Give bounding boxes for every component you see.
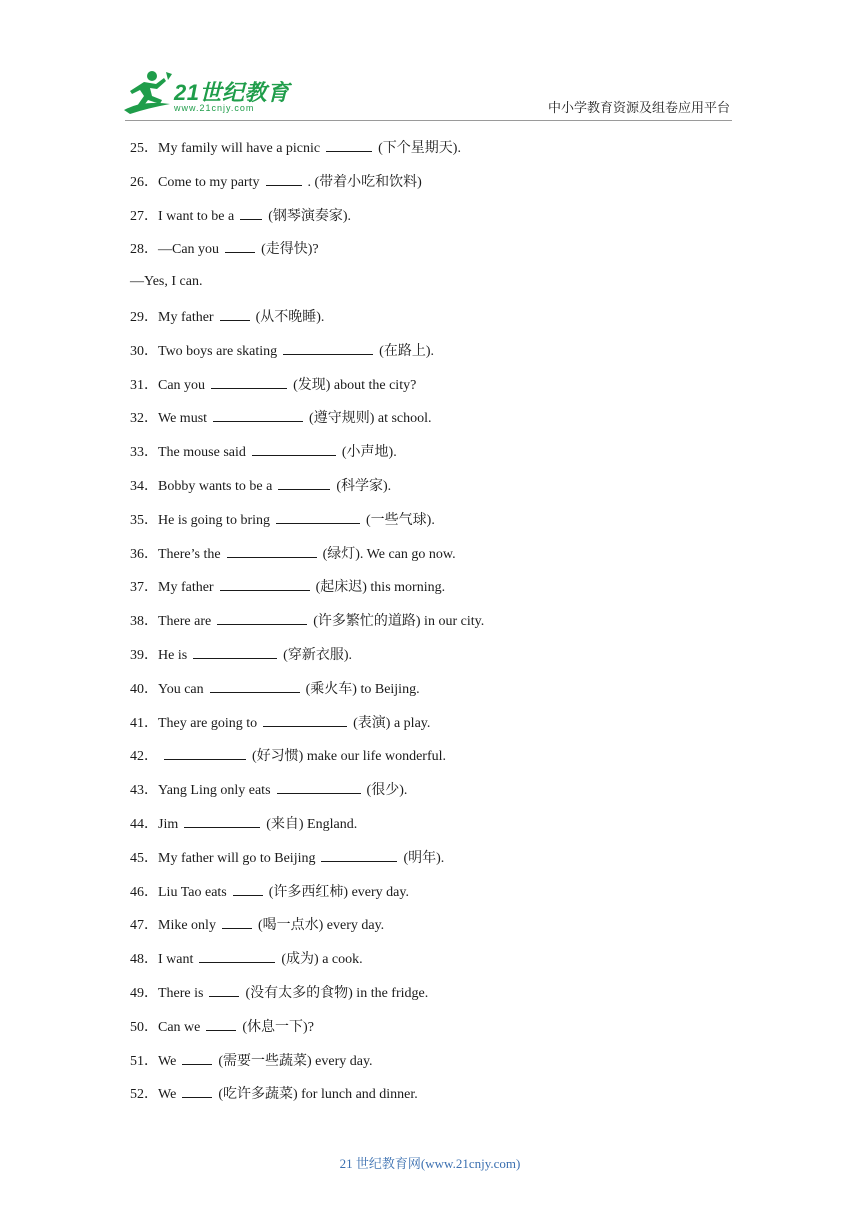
question-item xyxy=(130,543,750,577)
question-item xyxy=(130,779,750,813)
question-hint: (科学家). xyxy=(336,478,392,494)
platform-label: 中小学教育资源及组卷应用平台 xyxy=(547,100,730,115)
question-item xyxy=(130,137,750,171)
question-hint: (很少). xyxy=(366,783,408,799)
question-item xyxy=(130,1083,750,1117)
question-item xyxy=(130,610,750,644)
answer-blank[interactable] xyxy=(182,1083,212,1098)
answer-blank[interactable] xyxy=(283,340,373,355)
question-item xyxy=(130,678,750,712)
question-hint: (需要一些蔬菜) every day. xyxy=(218,1053,373,1069)
question-text: You can xyxy=(158,681,204,697)
question-number: 46． xyxy=(130,884,158,900)
question-text: My father xyxy=(158,580,214,596)
answer-blank[interactable] xyxy=(225,238,255,253)
question-text: Liu Tao eats xyxy=(158,884,227,900)
question-hint: (小声地). xyxy=(341,445,397,461)
question-number: 42． xyxy=(130,749,158,765)
question-hint: (遵守规则) at school. xyxy=(309,411,432,427)
question-text: There are xyxy=(158,614,212,630)
answer-blank[interactable] xyxy=(211,374,287,389)
question-text: I want to be a xyxy=(158,208,235,224)
question-number: 39． xyxy=(130,647,158,663)
question-text: There’s the xyxy=(158,546,221,562)
question-hint: (一些气球). xyxy=(366,512,435,528)
question-hint: (休息一下)? xyxy=(242,1019,314,1035)
site-logo[interactable] xyxy=(122,70,292,120)
answer-blank[interactable] xyxy=(213,407,303,422)
answer-blank[interactable] xyxy=(321,847,397,862)
answer-blank[interactable] xyxy=(276,509,360,524)
question-number: 43． xyxy=(130,783,158,799)
question-number: 31． xyxy=(130,377,158,393)
question-number: 48． xyxy=(130,952,158,968)
question-number: 44． xyxy=(130,816,158,832)
question-number: 41． xyxy=(130,715,158,731)
question-text: Two boys are skating xyxy=(158,343,278,359)
question-item xyxy=(130,813,750,847)
answer-blank[interactable] xyxy=(217,610,307,625)
question-number: 51． xyxy=(130,1053,158,1069)
answer-blank[interactable] xyxy=(326,137,372,152)
question-text: Can you xyxy=(158,377,206,393)
question-number: 45． xyxy=(130,850,158,866)
question-hint: (明年). xyxy=(403,850,445,866)
answer-blank[interactable] xyxy=(220,576,310,591)
question-text: There is xyxy=(158,985,204,1001)
answer-blank[interactable] xyxy=(278,475,330,490)
question-number: 32． xyxy=(130,411,158,427)
answer-blank[interactable] xyxy=(233,881,263,896)
question-hint: (乘火车) to Beijing. xyxy=(305,681,420,697)
question-item xyxy=(130,407,750,441)
question-number: 38． xyxy=(130,614,158,630)
question-text: He is going to bring xyxy=(158,512,270,528)
question-text: Yang Ling only eats xyxy=(158,783,271,799)
question-number: 26． xyxy=(130,174,158,190)
question-number: 47． xyxy=(130,918,158,934)
question-hint: (表演) a play. xyxy=(353,715,431,731)
answer-blank[interactable] xyxy=(164,745,246,760)
question-number: 25． xyxy=(130,141,158,156)
question-item xyxy=(130,982,750,1016)
question-text: —Yes, I can. xyxy=(130,274,203,290)
question-text: He is xyxy=(158,647,188,663)
question-item xyxy=(130,644,750,678)
question-number: 37． xyxy=(130,580,158,596)
question-number: 35． xyxy=(130,512,158,528)
question-item xyxy=(130,238,750,272)
question-number: 50． xyxy=(130,1019,158,1035)
question-number: 36． xyxy=(130,546,158,562)
answer-blank[interactable] xyxy=(266,171,302,186)
question-hint: (成为) a cook. xyxy=(281,952,363,968)
question-item xyxy=(130,847,750,881)
question-item xyxy=(130,205,750,239)
question-item xyxy=(130,712,750,746)
question-hint: (钢琴演奏家). xyxy=(268,208,352,224)
answer-blank[interactable] xyxy=(227,543,317,558)
question-item xyxy=(130,914,750,948)
question-item xyxy=(130,272,750,306)
question-hint: . (带着小吃和饮料) xyxy=(307,174,422,190)
question-text: Come to my party xyxy=(158,174,260,190)
answer-blank[interactable] xyxy=(210,678,300,693)
question-item xyxy=(130,881,750,915)
question-item xyxy=(130,306,750,340)
question-hint: (许多西红柿) every day. xyxy=(268,884,409,900)
question-hint: (没有太多的食物) in the fridge. xyxy=(245,985,429,1001)
question-item xyxy=(130,171,750,205)
question-text: Jim xyxy=(158,816,179,832)
question-item xyxy=(130,441,750,475)
question-text: I want xyxy=(158,952,194,968)
question-item xyxy=(130,1050,750,1084)
question-item xyxy=(130,374,750,408)
question-hint: (许多繁忙的道路) in our city. xyxy=(313,614,485,630)
answer-blank[interactable] xyxy=(240,205,262,220)
question-text: —Can you xyxy=(158,242,220,258)
header-divider xyxy=(125,120,732,121)
answer-blank[interactable] xyxy=(209,982,239,997)
question-item xyxy=(130,745,750,779)
question-text: We must xyxy=(158,411,208,427)
question-text: They are going to xyxy=(158,715,258,731)
question-number: 40． xyxy=(130,681,158,697)
answer-blank[interactable] xyxy=(193,644,277,659)
question-text: Can we xyxy=(158,1019,201,1035)
question-hint: (喝一点水) every day. xyxy=(257,918,385,934)
question-number: 29． xyxy=(130,309,158,325)
answer-blank[interactable] xyxy=(263,712,347,727)
page-footer[interactable]: 21 世纪教育网(www.21cnjy.com) xyxy=(339,1156,521,1171)
question-text: My father will go to Beijing xyxy=(158,850,316,866)
question-text: We xyxy=(158,1087,177,1103)
answer-blank[interactable] xyxy=(182,1050,212,1065)
question-number: 52． xyxy=(130,1087,158,1103)
question-hint: (在路上). xyxy=(379,343,434,359)
question-hint: (下个星期天). xyxy=(378,141,461,156)
runner-logo-icon xyxy=(122,70,174,116)
answer-blank[interactable] xyxy=(222,914,252,929)
question-hint: (绿灯). We can go now. xyxy=(322,546,456,562)
answer-blank[interactable] xyxy=(206,1016,236,1031)
question-item xyxy=(130,340,750,374)
page-header xyxy=(0,0,860,124)
question-item xyxy=(130,509,750,543)
answer-blank[interactable] xyxy=(220,306,250,321)
question-item xyxy=(130,576,750,610)
question-item xyxy=(130,948,750,982)
question-number: 28． xyxy=(130,242,158,258)
question-item xyxy=(130,475,750,509)
answer-blank[interactable] xyxy=(277,779,361,794)
question-list xyxy=(130,137,750,1117)
question-text: My family will have a picnic xyxy=(158,141,321,156)
question-hint: (发现) about the city? xyxy=(293,377,417,393)
logo-url: www.21cnjy.com xyxy=(174,103,255,113)
question-number: 30． xyxy=(130,343,158,359)
question-text: My father xyxy=(158,309,214,325)
question-number: 34． xyxy=(130,478,158,494)
question-hint: (从不晚睡). xyxy=(255,309,325,325)
question-hint: (好习惯) make our life wonderful. xyxy=(252,749,446,765)
question-hint: (来自) England. xyxy=(266,816,358,832)
question-hint: (穿新衣服). xyxy=(283,647,352,663)
question-hint: (走得快)? xyxy=(261,242,319,258)
logo-text: 21世纪教育 xyxy=(174,80,290,105)
question-text: We xyxy=(158,1053,177,1069)
answer-blank[interactable] xyxy=(184,813,260,828)
question-hint: (吃许多蔬菜) for lunch and dinner. xyxy=(218,1087,418,1103)
question-number: 49． xyxy=(130,985,158,1001)
answer-blank[interactable] xyxy=(199,948,275,963)
answer-blank[interactable] xyxy=(252,441,336,456)
question-text: Mike only xyxy=(158,918,216,934)
question-number: 27． xyxy=(130,208,158,224)
question-text: Bobby wants to be a xyxy=(158,478,273,494)
question-item xyxy=(130,1016,750,1050)
question-text: The mouse said xyxy=(158,445,246,461)
question-number: 33． xyxy=(130,445,158,461)
question-hint: (起床迟) this morning. xyxy=(315,580,446,596)
